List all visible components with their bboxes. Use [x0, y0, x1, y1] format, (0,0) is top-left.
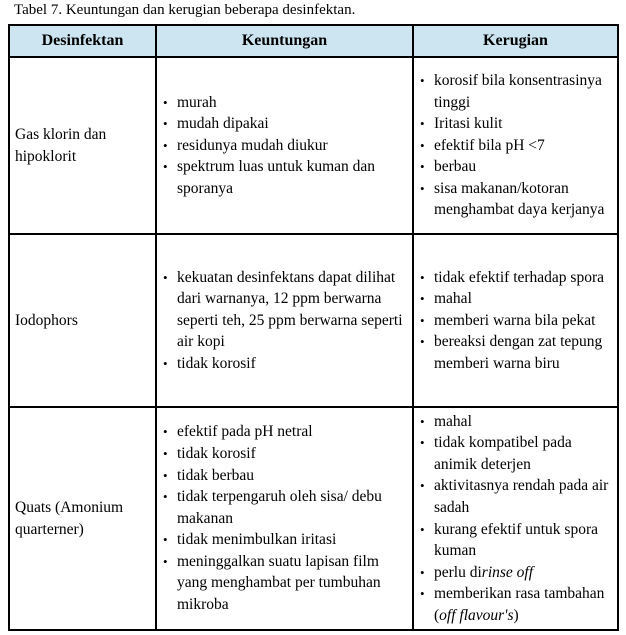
bullet-icon: •	[420, 137, 425, 153]
list-item-text: memberikan rasa tambahan (	[434, 585, 605, 624]
list-item	[416, 519, 613, 562]
bullet-icon: •	[420, 159, 425, 175]
advantages-list	[157, 421, 412, 615]
list-item	[159, 421, 406, 443]
bullet-icon: •	[420, 180, 425, 196]
table-row	[9, 407, 618, 630]
list-item	[159, 156, 406, 199]
bullet-icon: •	[163, 269, 168, 285]
disadvantages-cell	[413, 407, 618, 630]
list-item-text: residunya mudah diukur	[177, 136, 328, 154]
list-item-text: )	[513, 606, 519, 624]
advantages-list	[157, 267, 412, 375]
advantages-cell	[156, 57, 413, 234]
list-item-text: tidak korosif	[177, 354, 256, 372]
list-item-text: memberi warna bila pekat	[434, 311, 596, 329]
header-kerugian: Kerugian	[413, 25, 618, 57]
bullet-icon: •	[163, 467, 168, 483]
list-item-text: spektrum luas untuk kuman dan sporanya	[177, 158, 376, 197]
list-item-text: kurang efektif untuk spora kuman	[434, 520, 598, 560]
bullet-icon: •	[420, 586, 425, 602]
disadvantages-cell	[413, 57, 618, 234]
header-row	[9, 25, 618, 57]
advantages-cell	[156, 407, 413, 630]
disinfectant-table	[8, 24, 619, 631]
list-item	[416, 411, 613, 433]
list-item	[416, 135, 613, 157]
list-item	[159, 465, 406, 487]
list-item-italic: rinse off	[481, 563, 534, 581]
list-item-text: tidak berbau	[177, 466, 255, 484]
bullet-icon: •	[420, 478, 425, 494]
disadvantages-list	[414, 70, 617, 221]
bullet-icon: •	[163, 355, 168, 371]
list-item	[416, 178, 613, 221]
list-item	[416, 583, 613, 626]
list-item-text: mahal	[434, 412, 472, 430]
bullet-icon: •	[163, 489, 168, 505]
bullet-icon: •	[420, 72, 425, 88]
list-item	[416, 288, 613, 310]
bullet-icon: •	[163, 94, 168, 110]
list-item-text: murah	[177, 93, 217, 111]
list-item	[159, 486, 406, 529]
advantages-cell	[156, 234, 413, 407]
disinfectant-name: Quats (Amonium quarterner)	[9, 407, 156, 630]
header-desinfektan: Desinfektan	[9, 25, 156, 57]
bullet-icon: •	[163, 445, 168, 461]
list-item-text: korosif bila konsentrasinya tinggi	[434, 71, 602, 111]
list-item-text: mudah dipakai	[177, 115, 269, 133]
bullet-icon: •	[163, 116, 168, 132]
list-item-text: berbau	[434, 158, 477, 176]
bullet-icon: •	[420, 435, 425, 451]
list-item-text: Iritasi kulit	[434, 115, 503, 133]
list-item	[159, 551, 406, 616]
list-item-text: tidak efektif terhadap spora	[434, 268, 604, 286]
list-item	[416, 475, 613, 518]
list-item-italic: off flavour's	[439, 606, 514, 624]
table-caption: Tabel 7. Keuntungan dan kerugian beberapa desinfektan.	[14, 2, 356, 18]
bullet-icon: •	[420, 521, 425, 537]
list-item	[416, 331, 613, 374]
list-item	[416, 113, 613, 135]
table-row	[9, 57, 618, 234]
list-item-text: tidak kompatibel pada animik deterjen	[434, 434, 572, 473]
disinfectant-name: Iodophors	[9, 234, 156, 407]
list-item	[159, 443, 406, 465]
list-item	[159, 353, 406, 375]
bullet-icon: •	[420, 334, 425, 350]
list-item-text: aktivitasnya rendah pada air sadah	[434, 477, 609, 516]
bullet-icon: •	[420, 269, 425, 285]
bullet-icon: •	[420, 564, 425, 580]
list-item	[159, 113, 406, 135]
list-item	[416, 156, 613, 178]
bullet-icon: •	[420, 116, 425, 132]
list-item	[159, 135, 406, 157]
bullet-icon: •	[163, 553, 168, 569]
bullet-icon: •	[163, 159, 168, 175]
list-item-text: tidak menimbulkan iritasi	[177, 531, 337, 549]
disadvantages-cell	[413, 234, 618, 407]
list-item	[416, 267, 613, 289]
list-item	[416, 70, 613, 113]
list-item	[159, 529, 406, 551]
bullet-icon: •	[163, 424, 168, 440]
list-item-text: meninggalkan suatu lapisan film yang menghambat per tumbuhan mikroba	[177, 552, 381, 614]
disadvantages-list	[414, 267, 617, 375]
list-item-text: efektif bila pH <7	[434, 136, 545, 154]
list-item	[416, 310, 613, 332]
bullet-icon: •	[420, 312, 425, 328]
list-item-text: bereaksi dengan zat tepung memberi warna biru	[434, 333, 603, 372]
list-item-text: sisa makanan/kotoran menghambat daya kerjanya	[434, 179, 605, 219]
table-row	[9, 234, 618, 407]
list-item-text: perlu di	[434, 563, 482, 581]
bullet-icon: •	[163, 532, 168, 548]
list-item	[416, 432, 613, 475]
bullet-icon: •	[420, 413, 425, 429]
list-item-text: tidak korosif	[177, 444, 256, 462]
list-item	[159, 267, 406, 353]
bullet-icon: •	[420, 291, 425, 307]
list-item-text: kekuatan desinfektans dapat dilihat dari warnanya, 12 ppm berwarna seperti teh, 25 ppm berwarna seperti air kopi	[177, 268, 403, 351]
advantages-list	[157, 92, 412, 200]
bullet-icon: •	[163, 137, 168, 153]
list-item-text: efektif pada pH netral	[177, 423, 313, 441]
list-item-text: mahal	[434, 290, 472, 308]
list-item	[416, 562, 613, 584]
list-item-text: tidak terpengaruh oleh sisa/ debu makanan	[177, 488, 382, 527]
list-item	[159, 92, 406, 114]
disadvantages-list	[414, 411, 617, 627]
disinfectant-name: Gas klorin dan hipoklorit	[9, 57, 156, 234]
header-keuntungan: Keuntungan	[156, 25, 413, 57]
